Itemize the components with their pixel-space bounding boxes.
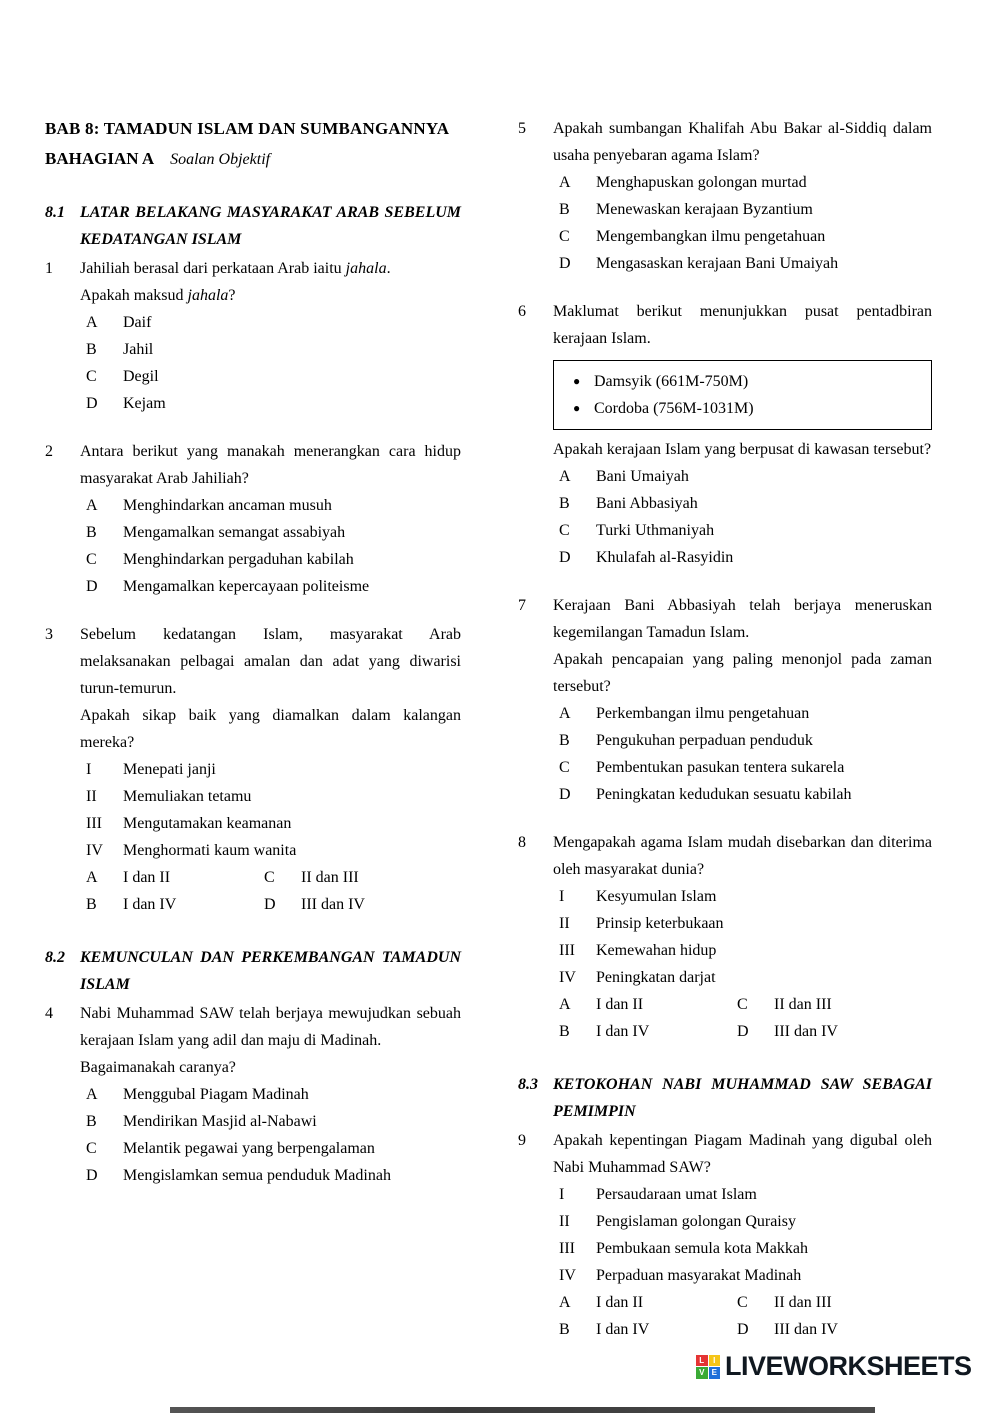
combo-letter: B (86, 896, 97, 913)
option-letter: A (559, 468, 571, 485)
document-subtitle (45, 145, 461, 173)
statement-numeral: III (86, 815, 102, 832)
info-box-text: Cordoba (756M-1031M) (594, 400, 754, 417)
option-row (80, 309, 461, 336)
option-text: Bani Abbasiyah (596, 495, 698, 512)
option-row (80, 1162, 461, 1189)
option-text: Jahil (123, 341, 154, 358)
question-body (80, 438, 461, 600)
statement-row (553, 1235, 932, 1262)
option-letter: D (559, 786, 571, 803)
combo-letter: C (737, 996, 748, 1013)
question (518, 115, 932, 277)
option-text: Mengamalkan kepercayaan politeisme (123, 578, 370, 595)
option-letter: B (86, 341, 97, 358)
option-text: Bani Umaiyah (596, 468, 689, 485)
option-letter: C (86, 368, 97, 385)
combo-letter: C (737, 1294, 748, 1311)
combo-letter: D (737, 1321, 749, 1338)
statement-numeral: I (86, 761, 92, 778)
statement-row (553, 964, 932, 991)
bahagian-label: BAHAGIAN A (45, 149, 155, 168)
stem-text: Mengapakah agama Islam mudah disebarkan dan diterima oleh masyarakat dunia? (553, 834, 932, 878)
statement-row (553, 1208, 932, 1235)
section-heading (45, 199, 461, 253)
combo-letter: B (559, 1321, 570, 1338)
option-row (80, 1081, 461, 1108)
question-body (80, 255, 461, 417)
section-title: LATAR BELAKANG MASYARAKAT ARAB SEBELUM KEDATANGAN ISLAM (80, 204, 461, 248)
combo-text: II dan III (774, 996, 832, 1013)
option-text: Mengislamkan semua penduduk Madinah (123, 1167, 391, 1184)
combo-text: III dan IV (301, 896, 365, 913)
option-row (80, 519, 461, 546)
option-row (553, 781, 932, 808)
statement-text: Prinsip keterbukaan (596, 915, 724, 932)
question-stem (553, 1127, 932, 1181)
logo-tile: L (696, 1355, 708, 1367)
stem-text: Jahiliah berasal dari perkataan Arab iaitu (80, 260, 346, 277)
info-box (553, 360, 932, 430)
section-title: KEMUNCULAN DAN PERKEMBANGAN TAMADUN ISLAM (80, 949, 461, 993)
option-letter: D (86, 578, 98, 595)
option-row (553, 727, 932, 754)
option-letter: D (86, 395, 98, 412)
combo-letter: D (737, 1023, 749, 1040)
liveworksheets-wordmark[interactable]: LIVEWORKSHEETS (725, 1351, 972, 1381)
bullet-icon: ● (573, 374, 581, 388)
question-stem (553, 436, 932, 463)
option-letter: B (559, 201, 570, 218)
statement-row (553, 910, 932, 937)
combo-letter: C (264, 869, 275, 886)
combo-text: I dan II (123, 869, 171, 886)
option-text: Mendirikan Masjid al-Nabawi (123, 1113, 317, 1130)
option-letter: B (86, 524, 97, 541)
question (45, 1000, 461, 1189)
stem-text: Antara berikut yang manakah menerangkan cara hidup masyarakat Arab Jahiliah? (80, 443, 461, 487)
question (45, 438, 461, 600)
option-row (553, 196, 932, 223)
question-stem (553, 298, 932, 352)
question (518, 1127, 932, 1343)
statement-numeral: I (559, 888, 565, 905)
statement-text: Menepati janji (123, 761, 216, 778)
statement-numeral: II (559, 1213, 570, 1230)
section-heading (45, 944, 461, 998)
option-row (80, 363, 461, 390)
section-number: 8.1 (45, 204, 65, 221)
statement-row (553, 1181, 932, 1208)
question-body (553, 298, 932, 571)
question (45, 621, 461, 918)
option-row (553, 169, 932, 196)
statement-text: Mengutamakan keamanan (123, 815, 292, 832)
question (518, 298, 932, 571)
question-stem (553, 646, 932, 700)
option-text: Pengukuhan perpaduan penduduk (596, 732, 813, 749)
question-body (80, 1000, 461, 1189)
question-number: 4 (45, 1005, 53, 1022)
answer-combo-row (80, 864, 461, 891)
question-number: 2 (45, 443, 53, 460)
bullet-icon: ● (573, 401, 581, 415)
option-letter: C (559, 522, 570, 539)
question-number: 5 (518, 120, 526, 137)
statement-row (553, 1262, 932, 1289)
option-row (553, 223, 932, 250)
option-text: Mengembangkan ilmu pengetahuan (596, 228, 826, 245)
statement-row (80, 837, 461, 864)
question-number: 6 (518, 303, 526, 320)
option-row (553, 754, 932, 781)
option-text: Perkembangan ilmu pengetahuan (596, 705, 810, 722)
statement-numeral: IV (559, 969, 576, 986)
stem-text: Apakah pencapaian yang paling menonjol pada zaman tersebut? (553, 651, 932, 695)
statement-row (553, 883, 932, 910)
option-letter: A (86, 314, 98, 331)
option-row (553, 517, 932, 544)
option-row (80, 546, 461, 573)
option-row (80, 492, 461, 519)
question-stem (80, 1000, 461, 1054)
option-text: Menghindarkan ancaman musuh (123, 497, 332, 514)
statement-text: Kemewahan hidup (596, 942, 717, 959)
info-box-item (564, 395, 921, 422)
question-stem (553, 115, 932, 169)
option-row (80, 336, 461, 363)
option-letter: B (559, 732, 570, 749)
option-row (553, 700, 932, 727)
section-heading (518, 1071, 932, 1125)
question (45, 255, 461, 417)
stem-text: ? (228, 287, 236, 304)
option-text: Degil (123, 368, 159, 385)
answer-combo-row (553, 1316, 932, 1343)
stem-text: Apakah kepentingan Piagam Madinah yang digubal oleh Nabi Muhammad SAW? (553, 1132, 932, 1176)
info-box-item (564, 368, 921, 395)
question (518, 829, 932, 1045)
statement-numeral: II (86, 788, 97, 805)
combo-text: I dan IV (123, 896, 177, 913)
stem-text: Apakah kerajaan Islam yang berpusat di kawasan tersebut? (553, 441, 932, 458)
stem-text: Apakah maksud (80, 287, 188, 304)
question-stem (80, 1054, 461, 1081)
combo-text: I dan II (596, 996, 644, 1013)
question-number: 1 (45, 260, 53, 277)
statement-text: Menghormati kaum wanita (123, 842, 297, 859)
option-text: Mengamalkan semangat assabiyah (123, 524, 346, 541)
page-bottom-edge (170, 1407, 875, 1413)
stem-text: Apakah sikap baik yang diamalkan dalam kalangan mereka? (80, 707, 461, 751)
combo-letter: D (264, 896, 276, 913)
option-row (80, 1108, 461, 1135)
option-row (553, 250, 932, 277)
stem-term-italic: jahala (345, 260, 387, 277)
combo-text: I dan IV (596, 1321, 650, 1338)
statement-text: Memuliakan tetamu (123, 788, 252, 805)
statement-text: Peningkatan darjat (596, 969, 716, 986)
option-row (80, 573, 461, 600)
option-text: Kejam (123, 395, 166, 412)
option-row (553, 544, 932, 571)
question (518, 592, 932, 808)
option-letter: A (559, 174, 571, 191)
question-stem (80, 702, 461, 756)
question-number: 3 (45, 626, 53, 643)
question-body (553, 592, 932, 808)
option-letter: A (86, 1086, 98, 1103)
statement-numeral: III (559, 942, 575, 959)
combo-letter: A (559, 996, 571, 1013)
statement-row (80, 810, 461, 837)
question-body (553, 115, 932, 277)
option-letter: B (86, 1113, 97, 1130)
statement-row (80, 783, 461, 810)
statement-numeral: IV (559, 1267, 576, 1284)
option-text: Turki Uthmaniyah (596, 522, 715, 539)
answer-combo-row (553, 991, 932, 1018)
combo-text: III dan IV (774, 1023, 838, 1040)
answer-combo-row (80, 891, 461, 918)
question-stem (553, 829, 932, 883)
question-stem (80, 282, 461, 309)
option-letter: C (86, 551, 97, 568)
option-letter: D (559, 549, 571, 566)
option-letter: C (559, 759, 570, 776)
option-row (80, 390, 461, 417)
combo-letter: A (559, 1294, 571, 1311)
option-text: Menggubal Piagam Madinah (123, 1086, 309, 1103)
info-box-text: Damsyik (661M-750M) (594, 373, 749, 390)
combo-letter: B (559, 1023, 570, 1040)
stem-text: Maklumat berikut menunjukkan pusat pentadbiran kerajaan Islam. (553, 303, 932, 347)
option-row (553, 490, 932, 517)
option-letter: A (559, 705, 571, 722)
combo-text: II dan III (774, 1294, 832, 1311)
stem-text: Apakah sumbangan Khalifah Abu Bakar al-Siddiq dalam usaha penyebaran agama Islam? (553, 120, 932, 164)
option-letter: C (559, 228, 570, 245)
stem-text: . (386, 260, 391, 277)
combo-text: I dan IV (596, 1023, 650, 1040)
left-column (45, 115, 461, 1189)
option-row (553, 463, 932, 490)
option-letter: A (86, 497, 98, 514)
stem-text: Nabi Muhammad SAW telah berjaya mewujudkan sebuah kerajaan Islam yang adil dan maju di Madinah. (80, 1005, 461, 1049)
option-text: Menghapuskan golongan murtad (596, 174, 807, 191)
liveworksheets-footer (694, 1350, 974, 1383)
question-body (553, 1127, 932, 1343)
stem-term-italic: jahala (187, 287, 229, 304)
statement-numeral: II (559, 915, 570, 932)
section-number: 8.3 (518, 1076, 538, 1093)
combo-text: I dan II (596, 1294, 644, 1311)
question-stem (80, 438, 461, 492)
option-text: Menewaskan kerajaan Byzantium (596, 201, 813, 218)
option-text: Menghindarkan pergaduhan kabilah (123, 551, 354, 568)
section-title: KETOKOHAN NABI MUHAMMAD SAW SEBAGAI PEMIMPIN (553, 1076, 932, 1120)
statement-row (553, 937, 932, 964)
combo-text: III dan IV (774, 1321, 838, 1338)
question-number: 8 (518, 834, 526, 851)
statement-text: Kesyumulan Islam (596, 888, 717, 905)
option-text: Daif (123, 314, 152, 331)
statement-text: Pengislaman golongan Quraisy (596, 1213, 796, 1230)
question-stem (553, 592, 932, 646)
option-row (80, 1135, 461, 1162)
combo-text: II dan III (301, 869, 359, 886)
option-letter: B (559, 495, 570, 512)
statement-numeral: IV (86, 842, 103, 859)
logo-tile: V (696, 1367, 708, 1379)
option-text: Peningkatan kedudukan sesuatu kabilah (596, 786, 852, 803)
stem-text: Sebelum kedatangan Islam, masyarakat Arab melaksanakan pelbagai amalan dan adat yang diwarisi turun-temurun. (80, 626, 461, 697)
answer-combo-row (553, 1018, 932, 1045)
logo-tile: E (709, 1367, 721, 1379)
statement-numeral: III (559, 1240, 575, 1257)
question-body (80, 621, 461, 918)
logo-tile: I (709, 1355, 721, 1367)
section-number: 8.2 (45, 949, 65, 966)
stem-text: Bagaimanakah caranya? (80, 1059, 236, 1076)
statement-text: Persaudaraan umat Islam (596, 1186, 757, 1203)
option-letter: D (86, 1167, 98, 1184)
question-stem (80, 255, 461, 282)
question-stem (80, 621, 461, 702)
statement-text: Pembukaan semula kota Makkah (596, 1240, 808, 1257)
option-text: Pembentukan pasukan tentera sukarela (596, 759, 845, 776)
document-title: BAB 8: TAMADUN ISLAM DAN SUMBANGANNYA (45, 119, 450, 138)
question-number: 9 (518, 1132, 526, 1149)
statement-text: Perpaduan masyarakat Madinah (596, 1267, 802, 1284)
option-text: Mengasaskan kerajaan Bani Umaiyah (596, 255, 839, 272)
combo-letter: A (86, 869, 98, 886)
statement-numeral: I (559, 1186, 565, 1203)
stem-text: Kerajaan Bani Abbasiyah telah berjaya meneruskan kegemilangan Tamadun Islam. (553, 597, 932, 641)
answer-combo-row (553, 1289, 932, 1316)
statement-row (80, 756, 461, 783)
option-letter: C (86, 1140, 97, 1157)
option-letter: D (559, 255, 571, 272)
question-number: 7 (518, 597, 526, 614)
option-text: Khulafah al-Rasyidin (596, 549, 734, 566)
right-column (518, 115, 932, 1343)
option-text: Melantik pegawai yang berpengalaman (123, 1140, 375, 1157)
soalan-objektif-label: Soalan Objektif (170, 151, 271, 168)
liveworksheets-logo-icon[interactable] (696, 1355, 720, 1379)
question-body (553, 829, 932, 1045)
